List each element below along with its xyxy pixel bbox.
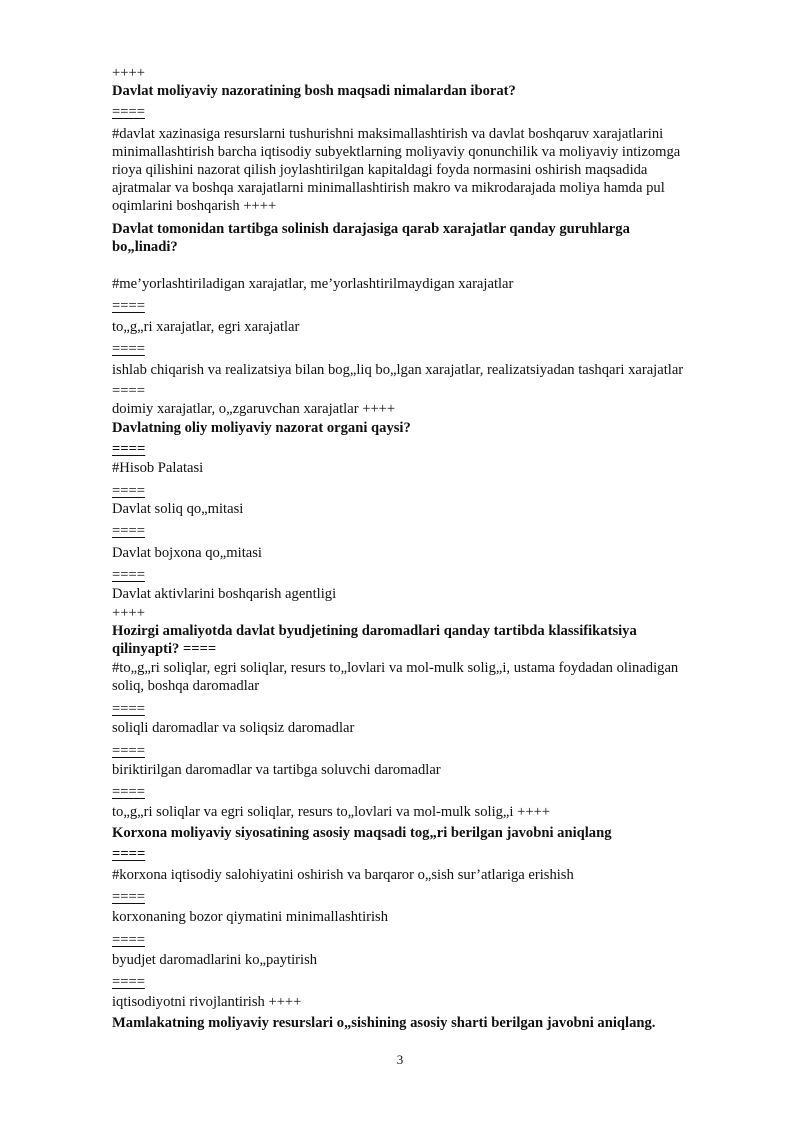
text-line: minimallashtirish barcha iqtisodiy subyektlarning moliyaviy qonunchilik va moliyaviy intizomga [112, 144, 681, 160]
separator-line: ==== [112, 104, 145, 120]
text-line: Davlat bojxona qo„mitasi [112, 545, 262, 561]
separator-line: ==== [112, 383, 145, 399]
separator-line: ==== [112, 889, 145, 905]
separator-line: ==== [112, 567, 145, 583]
separator-line: ==== [112, 974, 145, 990]
separator-line: ==== [112, 341, 145, 357]
text-line: byudjet daromadlarini ko„paytirish [112, 952, 318, 968]
separator-line: ==== [112, 483, 145, 499]
text-line: #davlat xazinasiga resurslarni tushurishni maksimallashtirish va davlat boshqaruv xarajatlarini [112, 126, 664, 142]
separator-line: ==== [112, 743, 145, 759]
text-line: ++++ [112, 65, 145, 81]
question-line: ==== [112, 846, 146, 862]
text-line: rioya qilishini nazorat qilish joylashtirilgan kapitaldagi foyda normasini oshirish maqsadida [112, 162, 648, 178]
separator-line: ==== [112, 298, 145, 314]
text-line: #Hisob Palatasi [112, 460, 204, 476]
text-line: iqtisodiyotni rivojlantirish ++++ [112, 994, 302, 1010]
text-line: soliqli daromadlar va soliqsiz daromadlar [112, 720, 355, 736]
text-line: #to„g„ri soliqlar, egri soliqlar, resurs to„lovlari va mol-mulk solig„i, ustama foydadan olinadigan [112, 660, 679, 676]
text-line: #me’yorlashtiriladigan xarajatlar, me’yorlashtirilmaydigan xarajatlar [112, 276, 514, 292]
question-line: qilinyapti? ==== [112, 641, 217, 657]
text-line: oqimlarini boshqarish ++++ [112, 198, 277, 214]
page-number: 3 [396, 1052, 404, 1067]
question-line: Korxona moliyaviy siyosatining asosiy maqsadi tog„ri berilgan javobni aniqlang [112, 825, 612, 841]
text-line: Davlat soliq qo„mitasi [112, 501, 244, 517]
question-line: Davlat moliyaviy nazoratining bosh maqsadi nimalardan iborat? [112, 83, 516, 99]
text-line: doimiy xarajatlar, o„zgaruvchan xarajatlar ++++ [112, 401, 396, 417]
text-line: ++++ [112, 605, 145, 621]
text-line: ishlab chiqarish va realizatsiya bilan bog„liq bo„lgan xarajatlar, realizatsiyadan tashqari xarajatlar [112, 362, 684, 378]
text-line: biriktirilgan daromadlar va tartibga soluvchi daromadlar [112, 762, 441, 778]
separator-line: ==== [112, 784, 145, 800]
question-line: Davlatning oliy moliyaviy nazorat organi qaysi? [112, 420, 411, 436]
text-line: to„g„ri soliqlar va egri soliqlar, resurs to„lovlari va mol-mulk solig„i ++++ [112, 804, 551, 820]
separator-line: ==== [112, 932, 145, 948]
text-line: #korxona iqtisodiy salohiyatini oshirish va barqaror o„sish sur’atlariga erishish [112, 867, 574, 883]
text-line: Davlat aktivlarini boshqarish agentligi [112, 586, 337, 602]
separator-line: ==== [112, 701, 145, 717]
question-line: bo„linadi? [112, 239, 178, 255]
text-line: soliq, boshqa daromadlar [112, 678, 260, 694]
separator-line: ==== [112, 523, 145, 539]
question-line: Hozirgi amaliyotda davlat byudjetining daromadlari qanday tartibda klassifikatsiya [112, 623, 637, 639]
question-line: Davlat tomonidan tartibga solinish darajasiga qarab xarajatlar qanday guruhlarga [112, 221, 630, 237]
text-line: korxonaning bozor qiymatini minimallashtirish [112, 909, 389, 925]
text-line: to„g„ri xarajatlar, egri xarajatlar [112, 319, 300, 335]
text-line: ajratmalar va boshqa xarajatlarni minimallashtirish makro va mikrodarajada moliya hamda pul [112, 180, 665, 196]
question-line: Mamlakatning moliyaviy resurslari o„sishining asosiy sharti berilgan javobni aniqlang. [112, 1015, 656, 1031]
question-line: ==== [112, 441, 146, 457]
